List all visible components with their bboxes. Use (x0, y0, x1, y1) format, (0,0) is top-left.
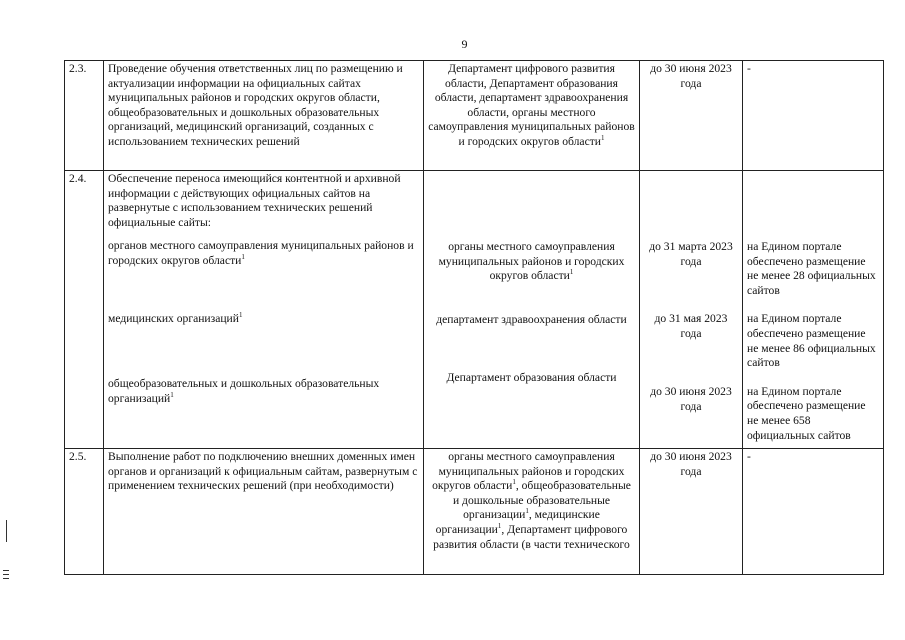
scan-margin-mark (6, 520, 7, 542)
sub-responsible-1: органы местного самоуправления муниципальных районов и городских округов области$^1$ (438, 240, 625, 283)
result-cell: - (743, 61, 884, 171)
page-number: 9 (461, 37, 468, 51)
sub-event-3: общеобразовательных и дошкольных образовательных организаций$^1$ (108, 377, 380, 405)
row-number: 2.3. (65, 61, 104, 171)
scan-margin-tick (3, 574, 9, 575)
event-cell: Проведение обучения ответственных лиц по размещению и актуализации информации на официальных сайтах муниципальных районов и городских округов области, общеобразовательных и дошкольных образовательных организаций, медицинский организаций, созданных с использованием технических решений (104, 61, 424, 171)
event-intro: Обеспечение переноса имеющийся контентной и архивной информации с действующих официальных сайтов на развернутые с использованием технических решений официальные сайты: (108, 172, 401, 229)
sub-deadline-2: до 31 мая 2023 года (654, 312, 728, 340)
sub-result-3: на Едином портале обеспечено размещение не менее 658 официальных сайтов (747, 384, 866, 442)
table-row (65, 171, 884, 449)
sub-result-1: на Едином портале обеспечено размещение не менее 28 официальных сайтов (747, 240, 876, 297)
sub-result-2: на Едином портале обеспечено размещение не менее 86 официальных сайтов (747, 312, 876, 370)
event-cell (104, 171, 424, 449)
responsible-cell: органы местного самоуправления муниципальных районов и городских округов области$^1$, общеобразовательные и дошкольные образовательные организации$^1$, медицинские организации$^1$, Департамент цифрового развития области (в части технического (424, 449, 640, 575)
scan-margin-tick (3, 578, 9, 579)
sub-responsible-2: департамент здравоохранения области (436, 312, 627, 326)
sub-deadline-1: до 31 марта 2023 года (649, 240, 733, 268)
plan-table (64, 60, 884, 575)
row-number: 2.5. (65, 449, 104, 575)
responsible-cell (424, 171, 640, 449)
sub-event-2: медицинских организаций$^1$ (108, 310, 243, 325)
table-row (65, 449, 884, 575)
sub-event-1: органов местного самоуправления муниципальных районов и городских округов области$^1$ (108, 239, 414, 267)
result-cell: - (743, 449, 884, 575)
deadline-cell (640, 171, 743, 449)
deadline-cell: до 30 июня 2023 года (640, 449, 743, 575)
row-number: 2.4. (65, 171, 104, 449)
responsible-cell: Департамент цифрового развития области, Департамент образования области, департамент здравоохранения области, органы местного самоуправления муниципальных районов и городских округов области$^1$ (424, 61, 640, 171)
scan-margin-tick (3, 570, 9, 571)
table-row (65, 61, 884, 171)
event-cell: Выполнение работ по подключению внешних доменных имен органов и организаций к официальным сайтам, развернутым с применением технических решений (при необходимости) (104, 449, 424, 575)
sub-deadline-3: до 30 июня 2023 года (650, 385, 732, 413)
sub-responsible-3: Департамент образования области (446, 371, 617, 385)
result-cell (743, 171, 884, 449)
deadline-cell: до 30 июня 2023 года (640, 61, 743, 171)
